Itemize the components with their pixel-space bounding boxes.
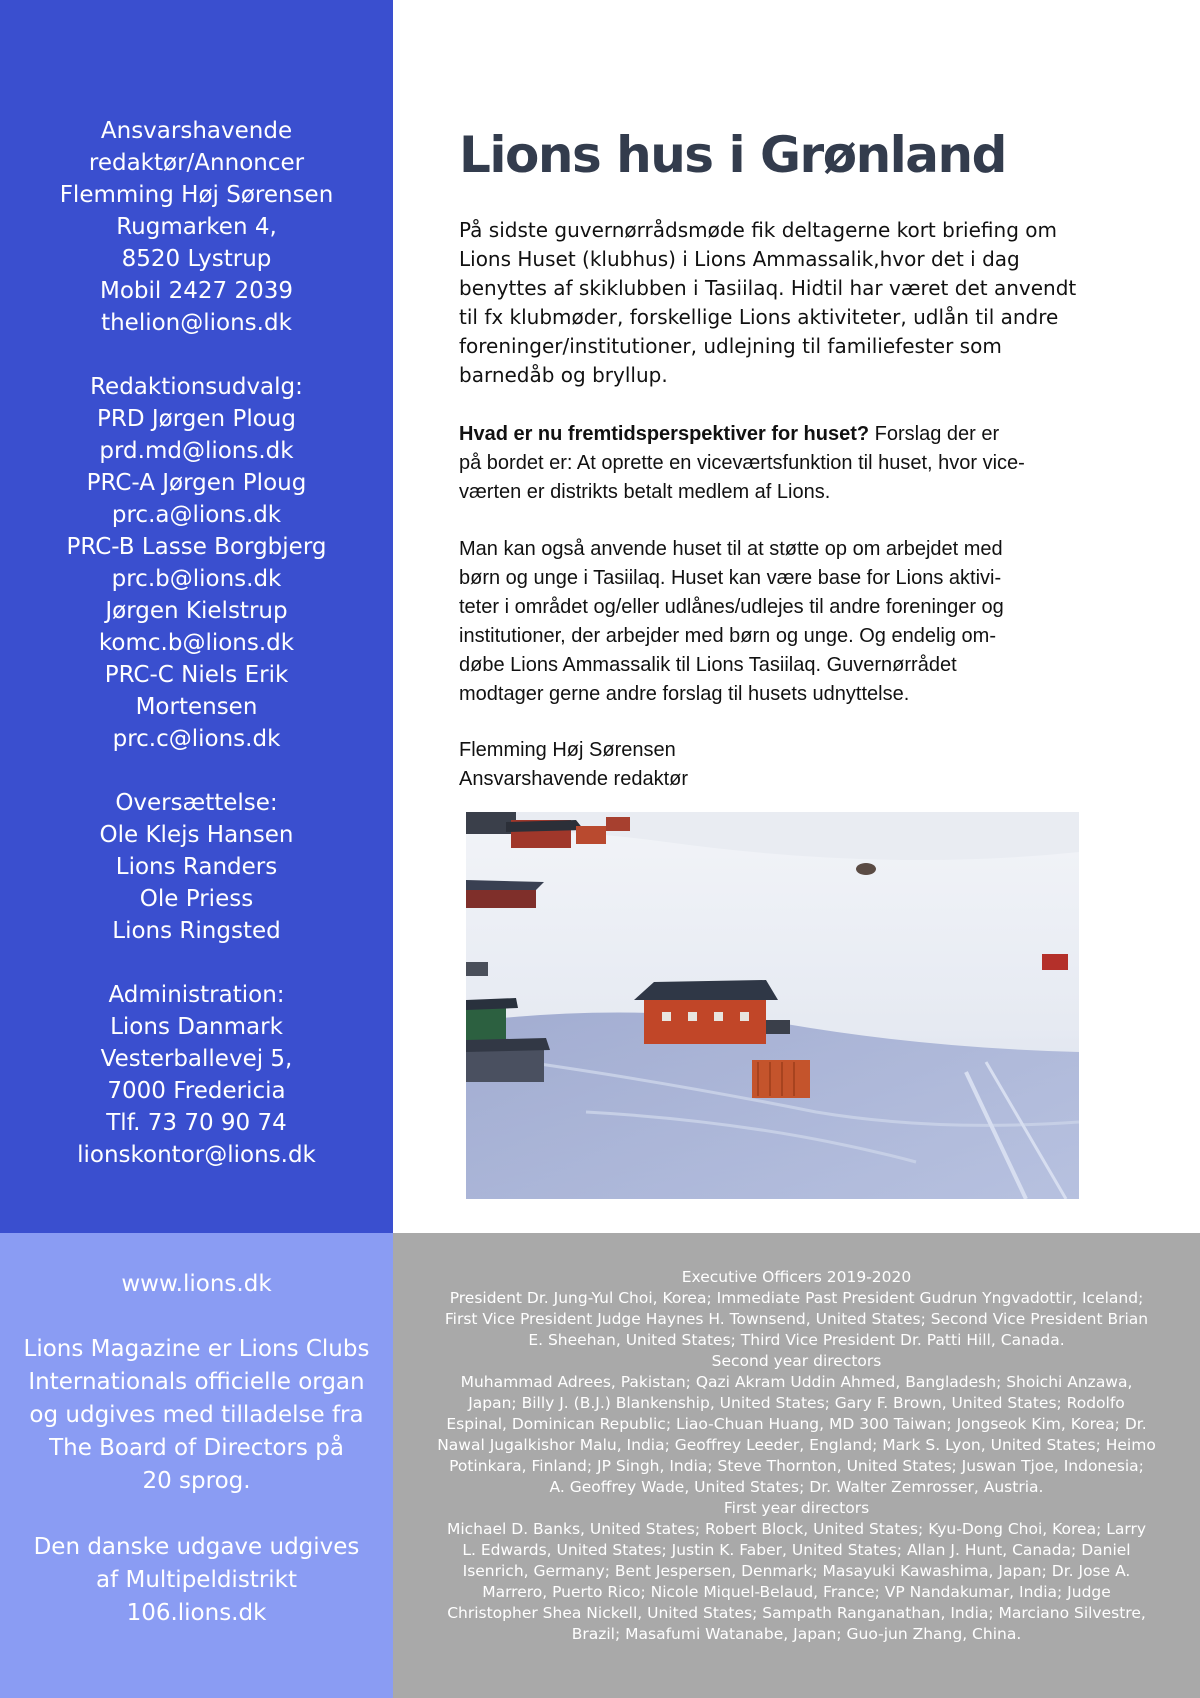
danish-edition-line: Den danske udgave udgives (33, 1534, 360, 1560)
officers-line: Second year directors (711, 1352, 882, 1370)
paragraph-line: børn og unge i Tasiilaq. Huset kan være base for Lions aktivi- (459, 567, 1002, 589)
officers-line: Michael D. Banks, United States; Robert Block, United States; Kyu-Dong Choi, Korea; Larry (446, 1520, 1147, 1538)
officers-line: Japan; Billy J. (B.J.) Blankenship, United States; Gary F. Brown, United States; Rodolfo (468, 1394, 1125, 1412)
officers-list (393, 1267, 1200, 1645)
signature-line: Flemming Høj Sørensen (459, 739, 676, 761)
paragraph-line: foreninger/institutioner, udlejning til familiefester som (459, 334, 1002, 358)
sidebar-line: PRD Jørgen Ploug (97, 406, 296, 432)
article-paragraph-use (459, 535, 1099, 709)
officers-line: Isenrich, Germany; Bent Jespersen, Denmark; Masayuki Kawashima, Japan; Dr. Jose A. (462, 1562, 1131, 1580)
description-line: 20 sprog. (142, 1468, 251, 1494)
sidebar-section-heading: Redaktionsudvalg: (90, 374, 303, 400)
sidebar-contact-group (0, 371, 393, 755)
sidebar-line: Mortensen (135, 694, 258, 720)
email-link[interactable]: komc.b@lions.dk (98, 630, 295, 656)
sidebar-line: Ole Klejs Hansen (99, 822, 294, 848)
sidebar-line: PRC-C Niels Erik (104, 662, 289, 688)
sidebar-line: Lions Ringsted (112, 918, 281, 944)
paragraph-text: Forslag der er (869, 423, 1000, 445)
officers-line: E. Sheehan, United States; Third Vice President Dr. Patti Hill, Canada. (528, 1331, 1065, 1349)
article-signature (459, 736, 1099, 794)
sidebar-contact-group (0, 979, 393, 1171)
question-heading: Hvad er nu fremtidsperspektiver for huset? (459, 423, 870, 445)
magazine-info-panel (0, 1233, 393, 1698)
paragraph-line: døbe Lions Ammassalik til Lions Tasiilaq. Guvernørrådet (459, 654, 957, 676)
sidebar-line: Lions Danmark (110, 1014, 283, 1040)
sidebar-line: 7000 Fredericia (107, 1078, 286, 1104)
sidebar-line: Tlf. 73 70 90 74 (106, 1110, 287, 1136)
sidebar-line: Lions Randers (115, 854, 278, 880)
paragraph-line: til fx klubmøder, forskellige Lions aktiviteter, udlån til andre (459, 305, 1059, 329)
officers-line: Brazil; Masafumi Watanabe, Japan; Guo-jun Zhang, China. (571, 1625, 1022, 1643)
sidebar-line: PRC-B Lasse Borgbjerg (66, 534, 327, 560)
paragraph-line: Lions Huset (klubhus) i Lions Ammassalik,hvor det i dag (459, 247, 1020, 271)
sidebar-content (0, 115, 393, 1203)
officers-line: Nawal Jugalkishor Malu, India; Geoffrey Leeder, England; Mark S. Lyon, United States; Heimo (437, 1436, 1156, 1454)
email-link[interactable]: prd.md@lions.dk (99, 438, 294, 464)
sidebar-line: Mobil 2427 2039 (100, 278, 293, 304)
sidebar-line: 8520 Lystrup (121, 246, 272, 272)
sidebar-contact-group (0, 787, 393, 947)
paragraph-line: modtager gerne andre forslag til husets udnyttelse. (459, 683, 910, 705)
description-line: The Board of Directors på (49, 1435, 344, 1461)
sidebar-line: PRC-A Jørgen Ploug (86, 470, 307, 496)
article-main (393, 0, 1200, 1233)
danish-edition-line: 106.lions.dk (126, 1600, 267, 1626)
sidebar-section-heading: Oversættelse: (115, 790, 278, 816)
description-line: Internationals officielle organ (28, 1369, 365, 1395)
description-line: Lions Magazine er Lions Clubs (23, 1336, 370, 1362)
description-line: og udgives med tilladelse fra (29, 1402, 364, 1428)
executive-officers-panel (393, 1233, 1200, 1698)
article-paragraph-intro (459, 216, 1099, 390)
paragraph-line: På sidste guvernørrådsmøde fik deltagerne kort briefing om (459, 218, 1057, 242)
officers-line: Espinal, Dominican Republic; Liao-Chuan Huang, MD 300 Taiwan; Jongseok Kim, Korea; Dr. (446, 1415, 1147, 1433)
email-link[interactable]: lionskontor@lions.dk (77, 1142, 316, 1168)
officers-line: L. Edwards, United States; Justin K. Faber, United States; Allan J. Hunt, Canada; Daniel (462, 1541, 1131, 1559)
danish-edition-note (0, 1531, 393, 1630)
paragraph-line: institutioner, der arbejder med børn og unge. Og endelig om- (459, 625, 996, 647)
sidebar-line: Ole Priess (139, 886, 254, 912)
officers-line: Executive Officers 2019-2020 (681, 1268, 912, 1286)
article-title: Lions hus i Grønland (459, 126, 1006, 184)
website-link[interactable]: www.lions.dk (121, 1271, 272, 1297)
signature-line: Ansvarshavende redaktør (459, 768, 689, 790)
email-link[interactable]: prc.b@lions.dk (111, 566, 282, 592)
sidebar-line: Rugmarken 4, (116, 214, 277, 240)
sidebar-line: Ansvarshavende (100, 118, 293, 144)
email-link[interactable]: prc.a@lions.dk (111, 502, 282, 528)
greenland-house-photo (466, 812, 1079, 1199)
email-link[interactable]: prc.c@lions.dk (112, 726, 281, 752)
sidebar-line: Flemming Høj Sørensen (59, 182, 334, 208)
paragraph-line: Man kan også anvende huset til at støtte op om arbejdet med (459, 538, 1003, 560)
paragraph-line: benyttes af skiklubben i Tasiilaq. Hidtil har været det anvendt (459, 276, 1077, 300)
officers-line: Marrero, Puerto Rico; Nicole Miquel-Belaud, France; VP Nandakumar, India; Judge (482, 1583, 1111, 1601)
danish-edition-line: af Multipeldistrikt (95, 1567, 298, 1593)
article-paragraph-perspectives (459, 420, 1099, 507)
officers-line: President Dr. Jung-Yul Choi, Korea; Immediate Past President Gudrun Yngvadottir, Iceland; (449, 1289, 1144, 1307)
officers-line: First Vice President Judge Haynes H. Townsend, United States; Second Vice President Brian (444, 1310, 1149, 1328)
officers-line: Muhammad Adrees, Pakistan; Qazi Akram Uddin Ahmed, Bangladesh; Shoichi Anzawa, (460, 1373, 1133, 1391)
paragraph-line (459, 420, 1099, 449)
paragraph-line: værten er distrikts betalt medlem af Lions. (459, 481, 831, 503)
paragraph-line: på bordet er: At oprette en viceværtsfunktion til huset, hvor vice- (459, 452, 1025, 474)
magazine-description (0, 1333, 393, 1498)
officers-line: Potinkara, Finland; JP Singh, India; Steve Thornton, United States; Juswan Tjoe, Indonesia; (449, 1457, 1144, 1475)
officers-line: First year directors (723, 1499, 870, 1517)
officers-line: A. Geoffrey Wade, United States; Dr. Walter Zemrosser, Austria. (549, 1478, 1044, 1496)
paragraph-line: barnedåb og bryllup. (459, 363, 668, 387)
contact-sidebar (0, 0, 393, 1233)
paragraph-line: teter i området og/eller udlånes/udlejes til andre foreninger og (459, 596, 1004, 618)
email-link[interactable]: thelion@lions.dk (101, 310, 292, 336)
sidebar-section-heading: Administration: (108, 982, 285, 1008)
officers-line: Christopher Shea Nickell, United States; Sampath Ranganathan, India; Marciano Silvestre, (447, 1604, 1146, 1622)
sidebar-line: redaktør/Annoncer (88, 150, 305, 176)
sidebar-line: Vesterballevej 5, (100, 1046, 293, 1072)
sidebar-line: Jørgen Kielstrup (105, 598, 288, 624)
sidebar-contact-group (0, 115, 393, 339)
